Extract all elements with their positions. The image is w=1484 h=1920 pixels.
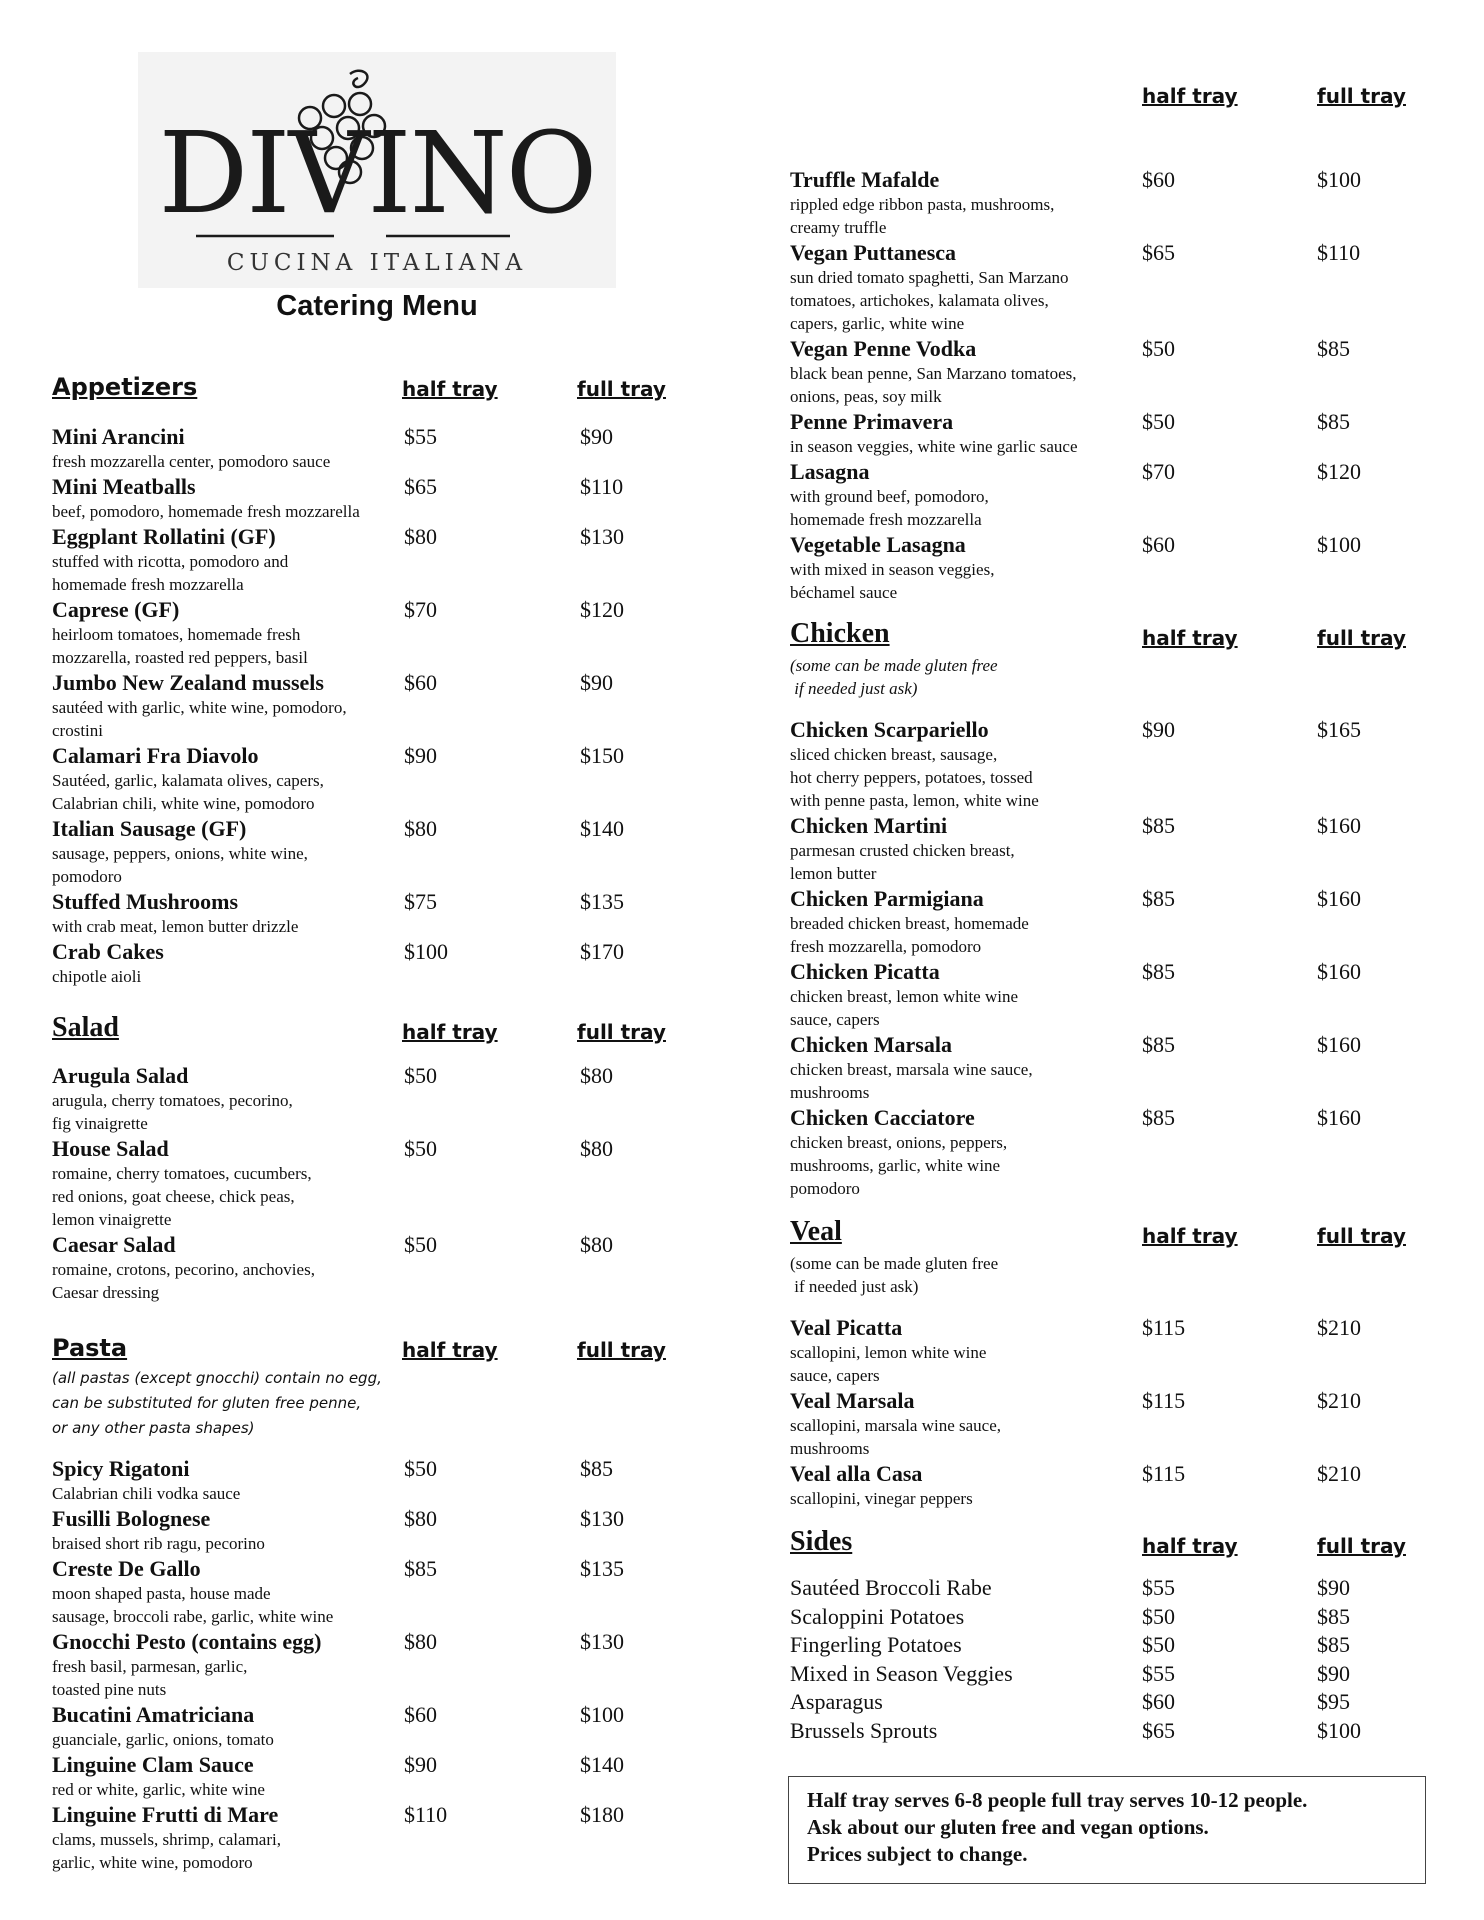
half-tray-header: half tray	[1142, 1224, 1238, 1248]
half-tray-price: $60	[1142, 1689, 1175, 1714]
half-tray-price: $50	[404, 1232, 437, 1257]
menu-item	[52, 669, 672, 742]
item-description: scallopini, vinegar peppers	[790, 1489, 973, 1508]
item-name: Lasagna	[790, 459, 870, 484]
half-tray-price: $75	[404, 889, 437, 914]
full-tray-price: $130	[580, 524, 624, 549]
full-tray-price: $140	[580, 816, 624, 841]
full-tray-price: $85	[1317, 336, 1350, 361]
menu-item	[52, 423, 672, 473]
item-description: breaded chicken breast, homemade fresh mozzarella, pomodoro	[790, 914, 1029, 956]
menu-item	[790, 1104, 1410, 1200]
side-item	[790, 1631, 1410, 1660]
full-tray-price: $165	[1317, 717, 1361, 742]
half-tray-price: $90	[404, 1752, 437, 1777]
item-name: Linguine Clam Sauce	[52, 1752, 254, 1777]
footer-line: Prices subject to change.	[807, 1842, 1028, 1866]
full-tray-price: $160	[1317, 886, 1361, 911]
section-title: Salad	[52, 1012, 119, 1043]
full-tray-header: full tray	[577, 1020, 666, 1044]
side-name: Brussels Sprouts	[790, 1717, 938, 1743]
note-line: (some can be made gluten free	[790, 1254, 999, 1273]
section-header	[52, 1012, 672, 1052]
half-tray-price: $80	[404, 524, 437, 549]
menu-item	[52, 1505, 672, 1555]
full-tray-price: $130	[580, 1506, 624, 1531]
item-name: Spicy Rigatoni	[52, 1456, 190, 1481]
half-tray-price: $70	[1142, 459, 1175, 484]
item-description: romaine, crotons, pecorino, anchovies, Caesar dressing	[52, 1260, 315, 1302]
chicken-note	[790, 654, 1410, 700]
side-item	[790, 1660, 1410, 1689]
item-description: beef, pomodoro, homemade fresh mozzarella	[52, 502, 360, 521]
half-tray-price: $50	[404, 1136, 437, 1161]
item-name: Chicken Parmigiana	[790, 886, 984, 911]
item-description: sliced chicken breast, sausage, hot cherry peppers, potatoes, tossed with penne pasta, lemon, white wine	[790, 745, 1039, 810]
half-tray-price: $85	[1142, 959, 1175, 984]
full-tray-header: full tray	[1317, 1224, 1406, 1248]
full-tray-price: $85	[1317, 409, 1350, 434]
salad-section	[52, 1012, 672, 1304]
menu-item	[52, 523, 672, 596]
half-tray-price: $50	[1142, 409, 1175, 434]
note-line: (some can be made gluten free	[790, 656, 998, 675]
note-line: if needed just ask)	[790, 1277, 919, 1296]
item-description: black bean penne, San Marzano tomatoes, onions, peas, soy milk	[790, 364, 1077, 406]
note-line: can be substituted for gluten free penne,	[52, 1394, 362, 1412]
full-tray-header: full tray	[1317, 84, 1406, 108]
item-description: chicken breast, onions, peppers, mushrooms, garlic, white wine pomodoro	[790, 1133, 1008, 1198]
half-tray-price: $80	[404, 1629, 437, 1654]
item-name: Italian Sausage (GF)	[52, 816, 247, 841]
menu-item	[790, 531, 1410, 604]
section-header	[790, 1526, 1410, 1566]
item-name: Veal Picatta	[790, 1315, 903, 1340]
full-tray-price: $90	[1317, 1575, 1350, 1600]
section-header	[52, 1334, 672, 1370]
full-tray-price: $160	[1317, 1032, 1361, 1057]
full-tray-price: $100	[1317, 532, 1361, 557]
note-line: (all pastas (except gnocchi) contain no egg,	[52, 1369, 382, 1387]
item-description: guanciale, garlic, onions, tomato	[52, 1730, 274, 1749]
full-tray-header: full tray	[1317, 1534, 1406, 1558]
menu-item	[790, 1460, 1410, 1510]
side-item	[790, 1717, 1410, 1746]
half-tray-price: $85	[1142, 886, 1175, 911]
item-description: moon shaped pasta, house made sausage, broccoli rabe, garlic, white wine	[52, 1584, 334, 1626]
half-tray-price: $80	[404, 1506, 437, 1531]
full-tray-price: $180	[580, 1802, 624, 1827]
pasta-note	[52, 1366, 672, 1441]
half-tray-header: half tray	[402, 1020, 498, 1044]
item-description: scallopini, marsala wine sauce, mushrooms	[790, 1416, 1002, 1458]
menu-item	[790, 239, 1410, 335]
full-tray-price: $80	[580, 1136, 613, 1161]
footer-line: Half tray serves 6-8 people full tray serves 10-12 people.	[807, 1788, 1308, 1812]
full-tray-header: full tray	[1317, 626, 1406, 650]
half-tray-price: $115	[1142, 1315, 1186, 1340]
section-header	[790, 1216, 1410, 1256]
menu-item	[52, 888, 672, 938]
note-line: or any other pasta shapes)	[52, 1419, 255, 1437]
full-tray-price: $110	[580, 474, 624, 499]
chicken-list	[790, 716, 1410, 1200]
item-description: red or white, garlic, white wine	[52, 1780, 265, 1799]
chicken-section	[790, 618, 1410, 1200]
full-tray-price: $90	[1317, 1660, 1350, 1686]
item-name: Veal Marsala	[790, 1388, 915, 1413]
item-name: Vegan Penne Vodka	[790, 336, 977, 361]
half-tray-price: $80	[404, 816, 437, 841]
sides-section	[790, 1526, 1410, 1745]
menu-item	[790, 885, 1410, 958]
half-tray-price: $85	[1142, 1032, 1175, 1057]
item-description: Sautéed, garlic, kalamata olives, capers, Calabrian chili, white wine, pomodoro	[52, 771, 324, 813]
item-name: Truffle Mafalde	[790, 167, 940, 192]
half-tray-price: $70	[404, 597, 437, 622]
half-tray-price: $65	[404, 474, 437, 499]
menu-item	[52, 1801, 672, 1874]
item-name: Stuffed Mushrooms	[52, 889, 239, 914]
pasta-list	[52, 1455, 672, 1874]
full-tray-price: $80	[580, 1063, 613, 1088]
full-tray-header: full tray	[577, 1338, 666, 1362]
full-tray-price: $150	[580, 743, 624, 768]
full-tray-price: $120	[580, 597, 624, 622]
item-description: braised short rib ragu, pecorino	[52, 1534, 265, 1553]
item-name: Gnocchi Pesto (contains egg)	[52, 1629, 322, 1654]
veal-note	[790, 1252, 1410, 1298]
full-tray-header: full tray	[577, 377, 666, 401]
section-header	[790, 618, 1410, 658]
menu-item	[52, 1231, 672, 1304]
full-tray-price: $100	[580, 1702, 624, 1727]
menu-item	[52, 1455, 672, 1505]
half-tray-price: $50	[1142, 336, 1175, 361]
menu-item	[790, 958, 1410, 1031]
full-tray-price: $120	[1317, 459, 1361, 484]
item-name: Bucatini Amatriciana	[52, 1702, 255, 1727]
half-tray-price: $60	[1142, 532, 1175, 557]
menu-item	[52, 1751, 672, 1801]
side-name: Asparagus	[790, 1689, 883, 1714]
section-title: Veal	[790, 1216, 842, 1247]
side-item	[790, 1574, 1410, 1603]
full-tray-price: $160	[1317, 959, 1361, 984]
divino-logo	[138, 52, 616, 288]
menu-item	[52, 938, 672, 988]
item-name: Chicken Marsala	[790, 1032, 952, 1057]
full-tray-price: $210	[1317, 1315, 1361, 1340]
section-title: Chicken	[790, 618, 890, 649]
item-description: chipotle aioli	[52, 967, 142, 986]
full-tray-price: $85	[1317, 1603, 1350, 1629]
right-column	[790, 80, 1410, 1745]
menu-item	[790, 1314, 1410, 1387]
full-tray-price: $110	[1317, 240, 1361, 265]
full-tray-price: $210	[1317, 1461, 1361, 1486]
menu-item	[52, 742, 672, 815]
menu-item	[52, 1555, 672, 1628]
section-title: Appetizers	[52, 373, 198, 401]
half-tray-price: $85	[404, 1556, 437, 1581]
item-name: Mini Meatballs	[52, 474, 196, 499]
page-title: Catering Menu	[276, 290, 478, 322]
logo-wordmark: DIVINO	[158, 109, 596, 239]
half-tray-price: $90	[1142, 717, 1175, 742]
item-description: in season veggies, white wine garlic sauce	[790, 437, 1078, 456]
item-name: Vegan Puttanesca	[790, 240, 957, 265]
menu-item	[52, 1701, 672, 1751]
side-name: Scaloppini Potatoes	[790, 1603, 965, 1629]
side-name: Sautéed Broccoli Rabe	[790, 1575, 992, 1600]
item-name: Fusilli Bolognese	[52, 1506, 211, 1531]
item-description: with mixed in season veggies, béchamel sauce	[790, 560, 995, 602]
full-tray-price: $80	[580, 1232, 613, 1257]
item-name: Calamari Fra Diavolo	[52, 743, 259, 768]
item-name: Arugula Salad	[52, 1063, 189, 1088]
menu-item	[790, 1031, 1410, 1104]
half-tray-price: $60	[404, 1702, 437, 1727]
item-name: Chicken Martini	[790, 813, 948, 838]
section-title: Pasta	[52, 1334, 128, 1362]
item-description: Calabrian chili vodka sauce	[52, 1484, 241, 1503]
item-name: Vegetable Lasagna	[790, 532, 966, 557]
item-description: chicken breast, marsala wine sauce, mushrooms	[790, 1060, 1033, 1102]
half-tray-price: $50	[404, 1063, 437, 1088]
item-description: fresh basil, parmesan, garlic, toasted pine nuts	[52, 1657, 248, 1699]
item-description: sun dried tomato spaghetti, San Marzano tomatoes, artichokes, kalamata olives, capers, garlic, white wine	[790, 268, 1069, 333]
menu-item	[52, 1062, 672, 1135]
item-description: arugula, cherry tomatoes, pecorino, fig vinaigrette	[52, 1091, 293, 1133]
half-tray-price: $50	[1142, 1632, 1175, 1657]
half-tray-price: $115	[1142, 1388, 1186, 1413]
half-tray-price: $90	[404, 743, 437, 768]
item-description: sausage, peppers, onions, white wine, pomodoro	[52, 844, 308, 886]
section-header	[790, 80, 1410, 116]
menu-item	[52, 1135, 672, 1231]
footer-line: Ask about our gluten free and vegan options.	[807, 1815, 1209, 1839]
item-description: romaine, cherry tomatoes, cucumbers, red onions, goat cheese, chick peas, lemon vinaigrette	[52, 1164, 312, 1229]
item-description: scallopini, lemon white wine sauce, capers	[790, 1343, 987, 1385]
half-tray-price: $50	[404, 1456, 437, 1481]
half-tray-price: $65	[1142, 240, 1175, 265]
full-tray-price: $100	[1317, 167, 1361, 192]
pasta-section	[52, 1334, 672, 1874]
full-tray-price: $85	[580, 1456, 613, 1481]
item-description: parmesan crusted chicken breast, lemon butter	[790, 841, 1015, 883]
half-tray-header: half tray	[402, 377, 498, 401]
sides-list	[790, 1574, 1410, 1745]
half-tray-price: $100	[404, 939, 448, 964]
logo-subtitle: CUCINA ITALIANA	[226, 250, 528, 276]
half-tray-price: $60	[1142, 167, 1175, 192]
item-description: clams, mussels, shrimp, calamari, garlic, white wine, pomodoro	[52, 1830, 281, 1872]
half-tray-price: $50	[1142, 1603, 1175, 1629]
item-name: Caesar Salad	[52, 1232, 176, 1257]
half-tray-price: $110	[404, 1802, 448, 1827]
item-name: Caprese (GF)	[52, 597, 180, 622]
full-tray-price: $160	[1317, 1105, 1361, 1130]
item-name: House Salad	[52, 1136, 169, 1161]
full-tray-price: $210	[1317, 1388, 1361, 1413]
left-column	[52, 373, 672, 1874]
menu-item	[790, 812, 1410, 885]
item-name: Veal alla Casa	[790, 1461, 923, 1486]
item-description: heirloom tomatoes, homemade fresh mozzarella, roasted red peppers, basil	[52, 625, 308, 667]
item-description: rippled edge ribbon pasta, mushrooms, creamy truffle	[790, 195, 1055, 237]
half-tray-header: half tray	[1142, 84, 1238, 108]
veal-list	[790, 1314, 1410, 1510]
half-tray-price: $115	[1142, 1461, 1186, 1486]
item-description: with ground beef, pomodoro, homemade fresh mozzarella	[790, 487, 989, 529]
menu-item	[52, 1628, 672, 1701]
item-name: Mini Arancini	[52, 424, 185, 449]
item-description: sautéed with garlic, white wine, pomodoro, crostini	[52, 698, 347, 740]
full-tray-price: $100	[1317, 1717, 1361, 1743]
item-name: Penne Primavera	[790, 409, 954, 434]
item-name: Chicken Picatta	[790, 959, 940, 984]
half-tray-price: $55	[404, 424, 437, 449]
pasta-continued-list	[790, 166, 1410, 604]
half-tray-price: $85	[1142, 813, 1175, 838]
item-name: Chicken Scarpariello	[790, 717, 989, 742]
full-tray-price: $135	[580, 1556, 624, 1581]
item-name: Jumbo New Zealand mussels	[52, 670, 324, 695]
full-tray-price: $140	[580, 1752, 624, 1777]
section-header	[52, 373, 672, 409]
side-item	[790, 1603, 1410, 1632]
half-tray-price: $60	[404, 670, 437, 695]
item-description: chicken breast, lemon white wine sauce, capers	[790, 987, 1019, 1029]
full-tray-price: $85	[1317, 1632, 1350, 1657]
menu-item	[790, 716, 1410, 812]
full-tray-price: $160	[1317, 813, 1361, 838]
menu-item	[790, 408, 1410, 458]
salad-list	[52, 1062, 672, 1304]
item-name: Crab Cakes	[52, 939, 164, 964]
menu-item	[52, 815, 672, 888]
veal-section	[790, 1216, 1410, 1510]
menu-item	[790, 458, 1410, 531]
full-tray-price: $90	[580, 424, 613, 449]
appetizers-section	[52, 373, 672, 988]
item-name: Eggplant Rollatini (GF)	[52, 524, 276, 549]
full-tray-price: $135	[580, 889, 624, 914]
item-description: fresh mozzarella center, pomodoro sauce	[52, 452, 331, 471]
item-description: with crab meat, lemon butter drizzle	[52, 917, 299, 936]
side-item	[790, 1688, 1410, 1717]
half-tray-price: $85	[1142, 1105, 1175, 1130]
item-name: Creste De Gallo	[52, 1556, 201, 1581]
full-tray-price: $90	[580, 670, 613, 695]
half-tray-price: $65	[1142, 1717, 1175, 1743]
half-tray-price: $55	[1142, 1575, 1175, 1600]
half-tray-header: half tray	[402, 1338, 498, 1362]
item-description: stuffed with ricotta, pomodoro and homemade fresh mozzarella	[52, 552, 289, 594]
section-title: Sides	[790, 1526, 853, 1557]
full-tray-price: $130	[580, 1629, 624, 1654]
full-tray-price: $170	[580, 939, 624, 964]
serving-info-box	[788, 1776, 1426, 1884]
menu-item	[790, 1387, 1410, 1460]
menu-item	[52, 473, 672, 523]
item-name: Linguine Frutti di Mare	[52, 1802, 279, 1827]
menu-item	[790, 335, 1410, 408]
menu-item	[52, 596, 672, 669]
side-name: Fingerling Potatoes	[790, 1632, 962, 1657]
half-tray-header: half tray	[1142, 626, 1238, 650]
half-tray-header: half tray	[1142, 1534, 1238, 1558]
half-tray-price: $55	[1142, 1660, 1175, 1686]
appetizer-list	[52, 423, 672, 988]
side-name: Mixed in Season Veggies	[790, 1660, 1013, 1686]
full-tray-price: $95	[1317, 1689, 1350, 1714]
note-line: if needed just ask)	[790, 679, 918, 698]
menu-item	[790, 166, 1410, 239]
item-name: Chicken Cacciatore	[790, 1105, 975, 1130]
